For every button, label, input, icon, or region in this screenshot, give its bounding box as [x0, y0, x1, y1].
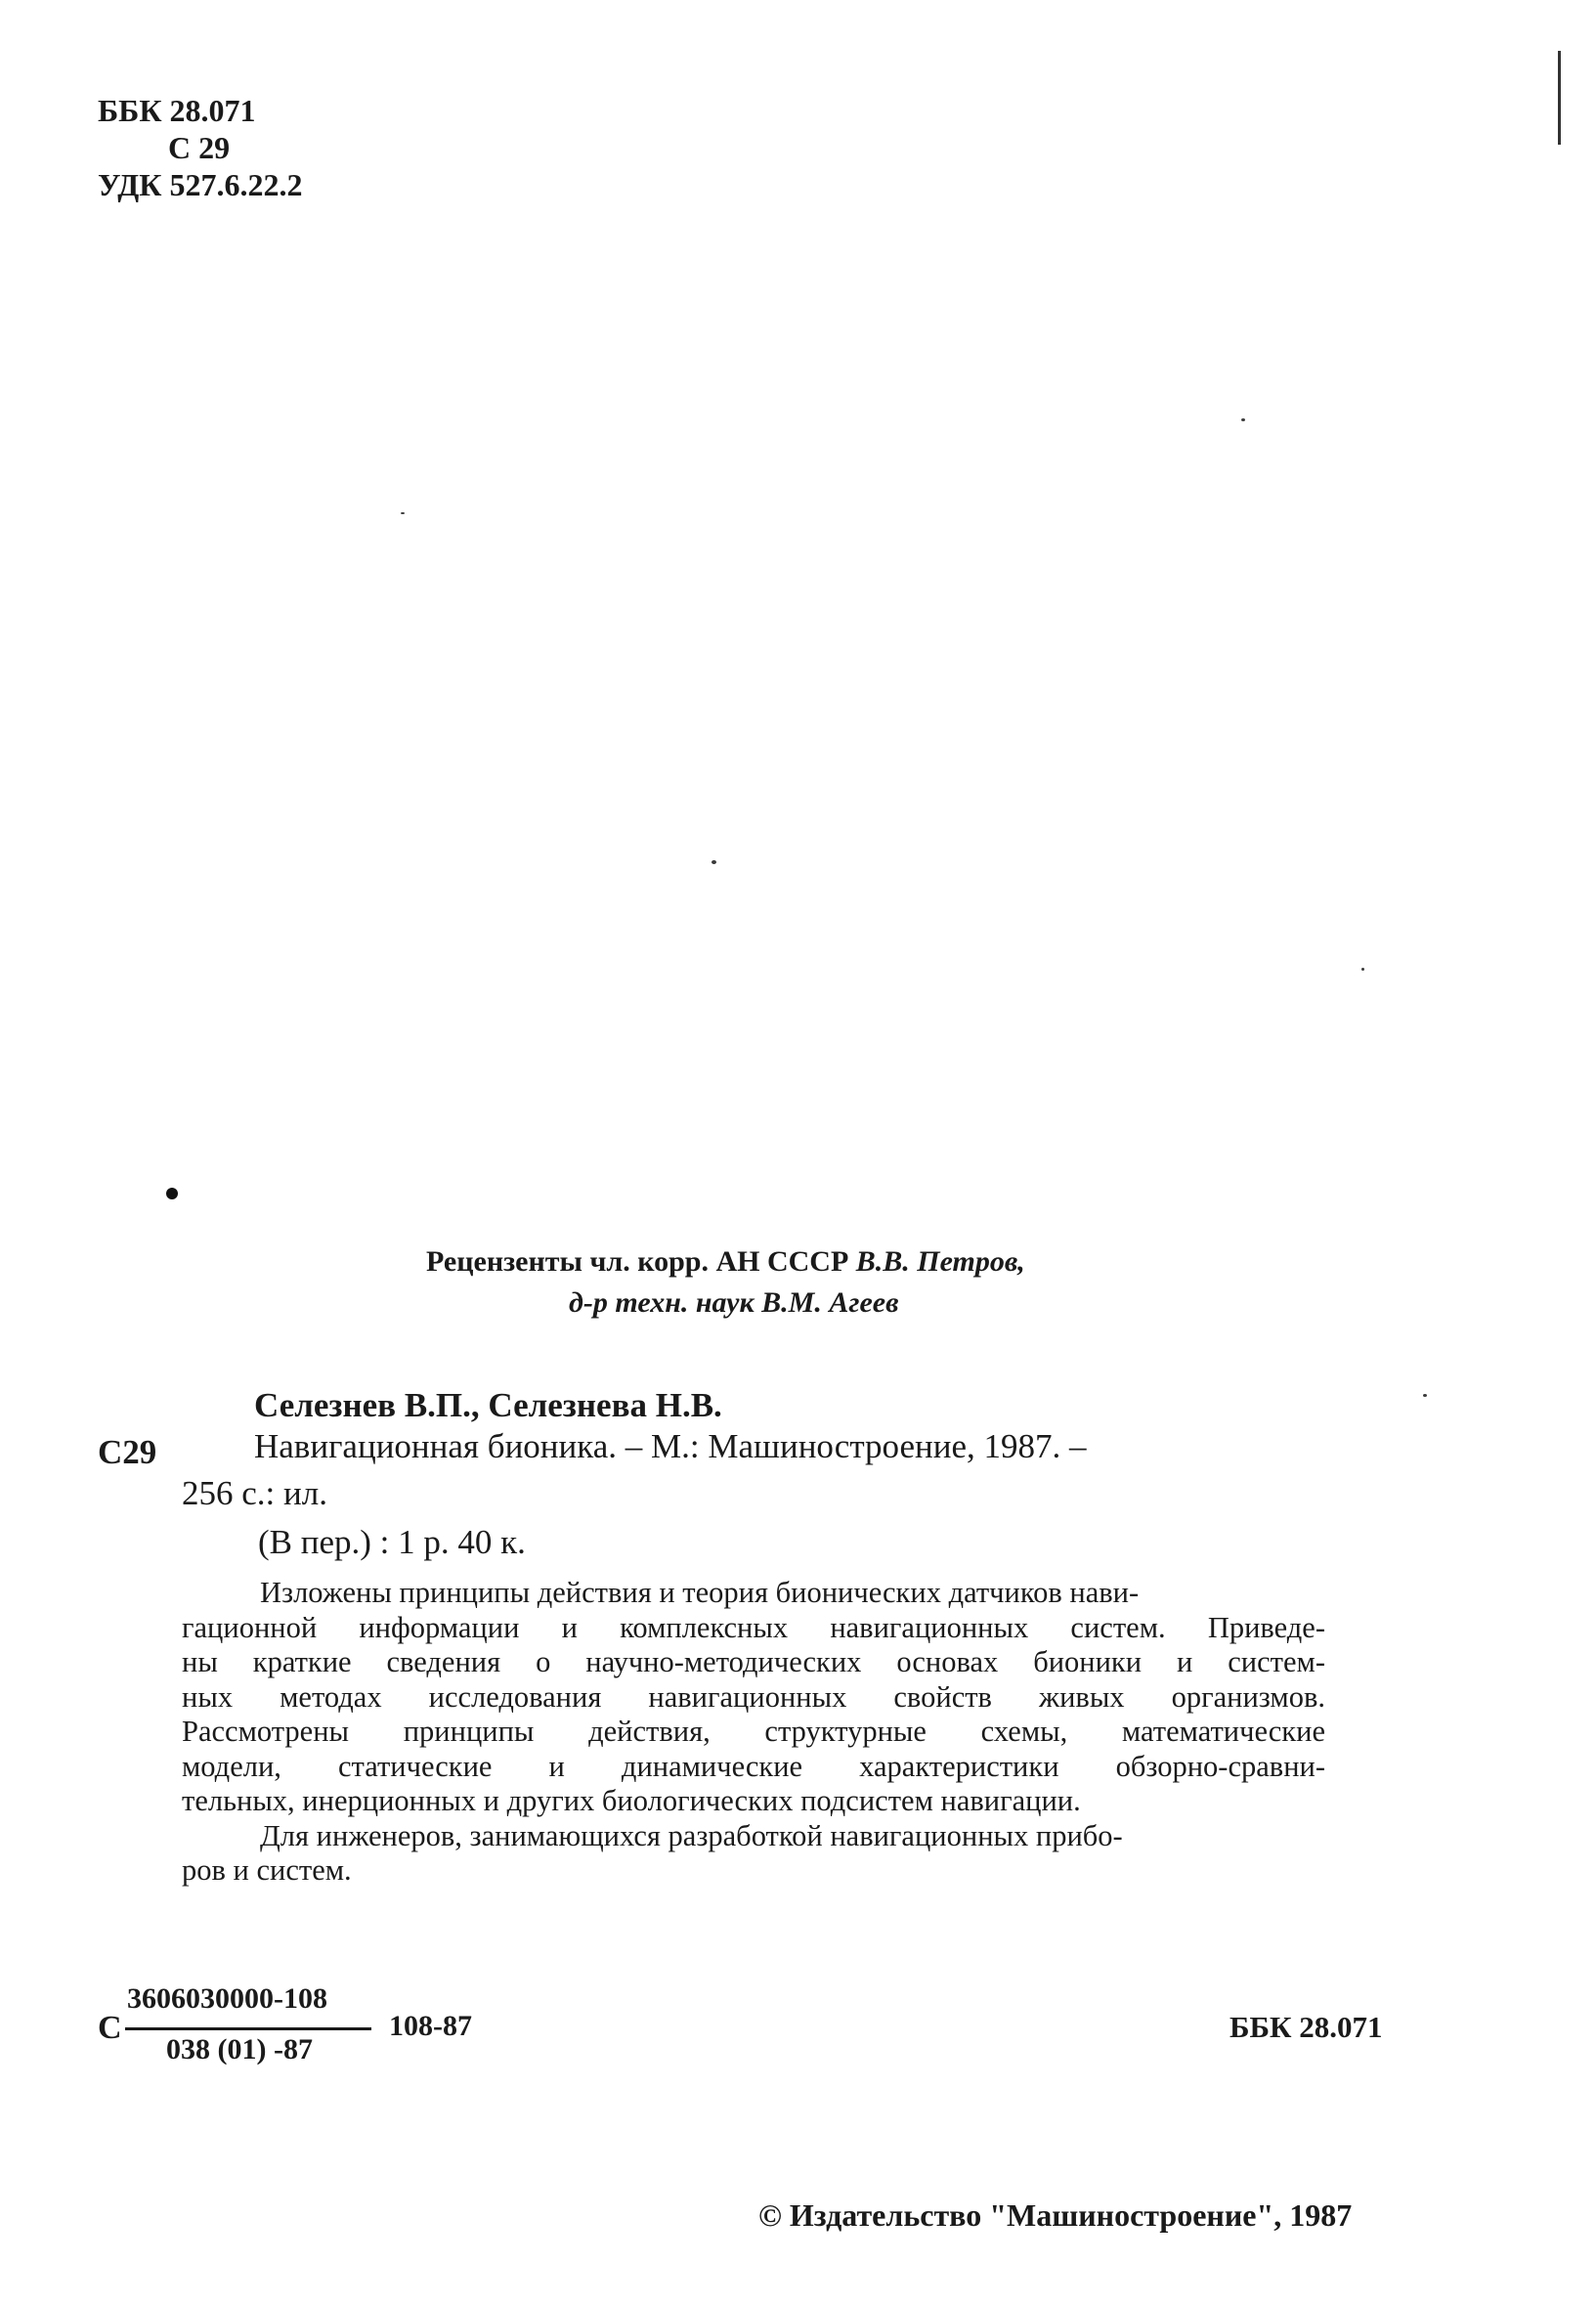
reviewer-degree: д-р техн. наук	[569, 1286, 762, 1319]
speck	[1361, 968, 1364, 971]
speck	[712, 860, 716, 864]
record-price: (В пер.) : 1 р. 40 к.	[258, 1523, 526, 1561]
speck	[1423, 1394, 1427, 1397]
catalog-block	[98, 92, 302, 203]
abstract	[182, 1576, 1325, 1889]
udk-code: УДК 527.6.22.2	[98, 167, 303, 202]
page-edge-mark	[1558, 51, 1561, 145]
speck	[401, 512, 405, 514]
bbk-code: ББК 28.071	[98, 93, 256, 128]
reviewers-line-1	[426, 1241, 1228, 1283]
reviewers-line-2	[426, 1283, 1228, 1324]
code-suffix: 108-87	[389, 2010, 472, 2042]
abstract-line: Изложены принципы действия и теория бионических датчиков нави-	[260, 1576, 1140, 1609]
record-authors: Селезнев В.П., Селезнева Н.В.	[254, 1386, 722, 1424]
abstract-line: Рассмотрены принципы действия, структурные схемы, математические	[182, 1715, 1325, 1748]
audience-line: ров и систем.	[182, 1853, 352, 1887]
record-pages: 256 с.: ил.	[182, 1474, 327, 1512]
record-index: С29	[98, 1433, 157, 1471]
speck	[1241, 418, 1245, 421]
abstract-line: ных методах исследования навигационных свойств живых организмов.	[182, 1679, 1325, 1714]
reviewers-label: Рецензенты чл. корр. АН СССР	[426, 1245, 856, 1278]
record-title: Навигационная бионика. – М.: Машиностроение, 1987. –	[254, 1427, 1087, 1465]
reviewer-name-1: В.В. Петров,	[855, 1245, 1025, 1278]
footer-bbk: ББК 28.071	[1229, 2010, 1383, 2044]
bullet-dot	[166, 1188, 178, 1199]
fraction-line	[125, 2027, 371, 2030]
abstract-line: ны краткие сведения о научно-методических основах бионики и систем-	[182, 1645, 1325, 1678]
reviewers-block	[426, 1241, 1228, 1324]
abstract-line: гационной информации и комплексных навигационных систем. Приведе-	[182, 1610, 1325, 1644]
copyright: © Издательство "Машиностроение", 1987	[758, 2197, 1353, 2233]
code-numerator: 3606030000-108	[127, 1982, 327, 2015]
code-denominator: 038 (01) -87	[166, 2033, 313, 2066]
code-letter: С	[98, 2010, 122, 2046]
abstract-line: модели, статические и динамические характеристики обзорно-сравни-	[182, 1749, 1325, 1783]
audience-line: Для инженеров, занимающихся разработкой навигационных прибо-	[260, 1818, 1123, 1852]
abstract-line: тельных, инерционных и других биологических подсистем навигации.	[182, 1784, 1081, 1817]
cutter-code: С 29	[168, 130, 231, 165]
reviewer-name-2: В.М. Агеев	[761, 1286, 899, 1319]
